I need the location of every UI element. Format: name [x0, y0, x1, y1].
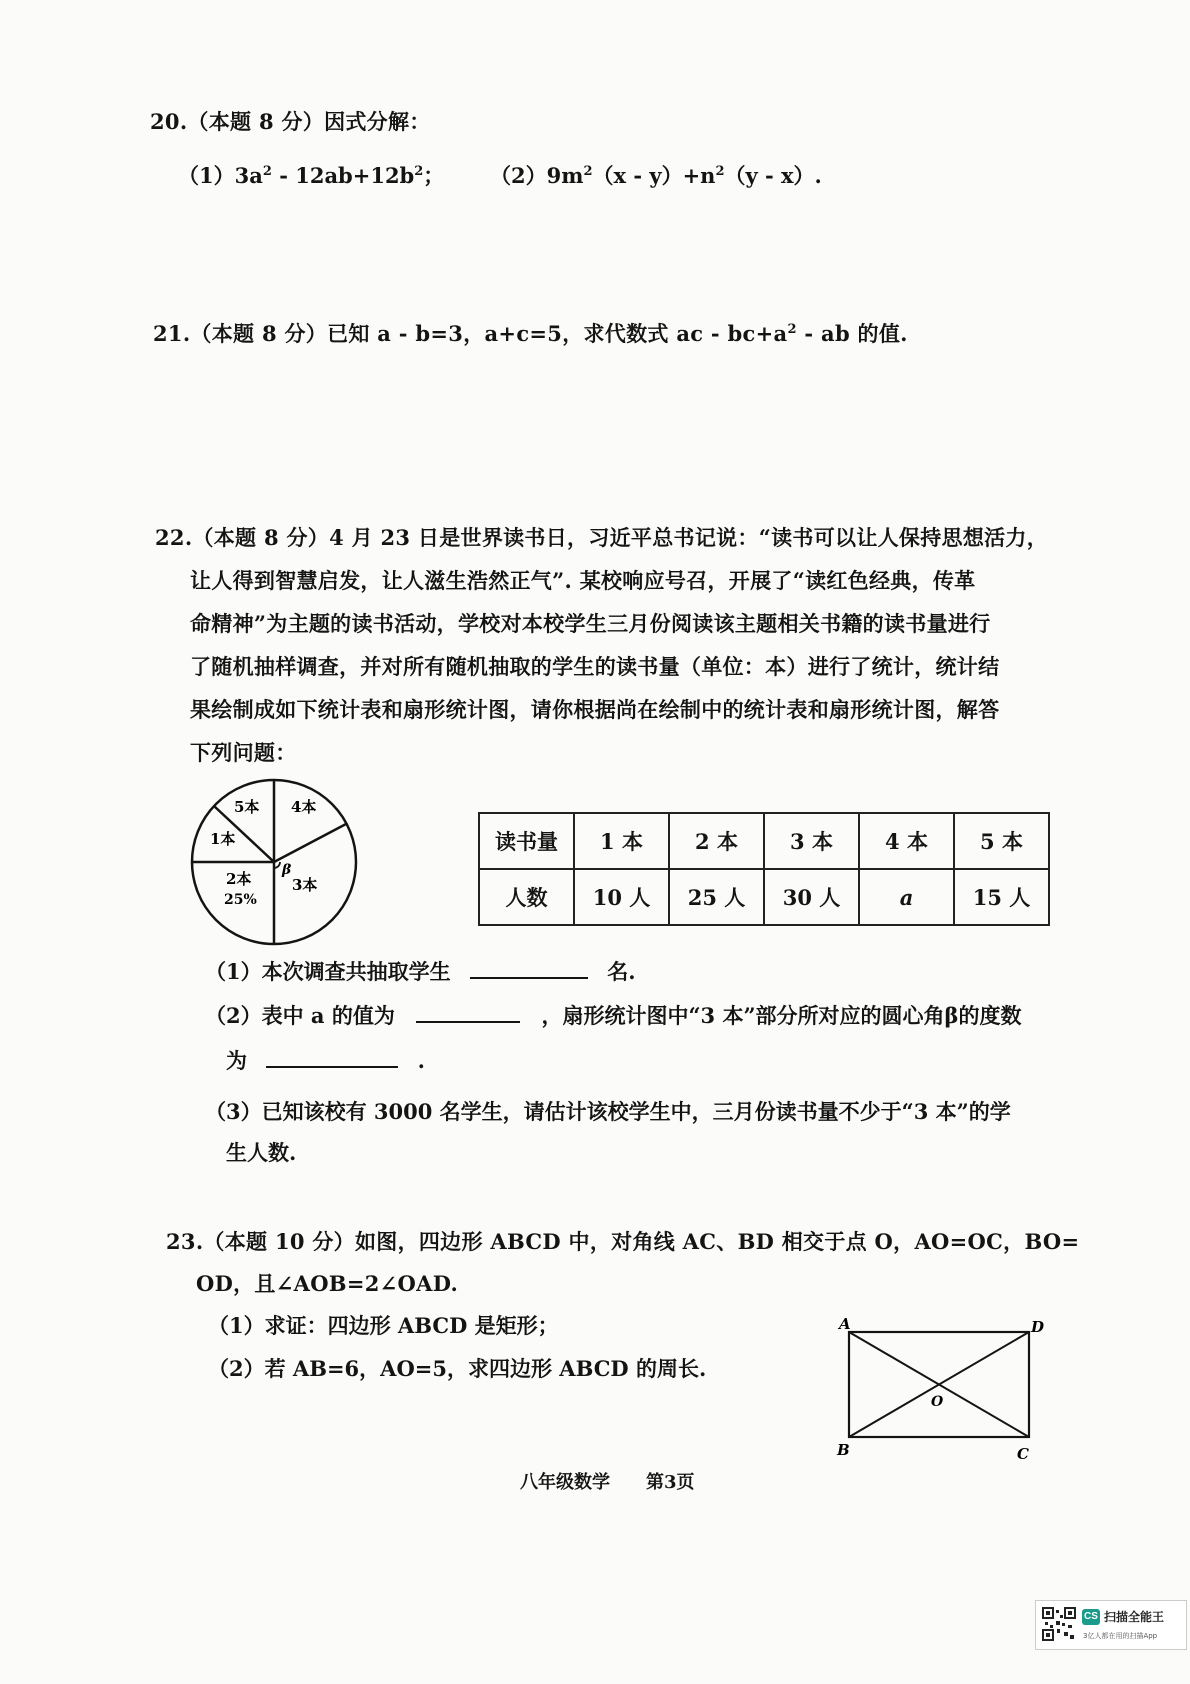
q22-line-6: 下列问题：: [190, 740, 297, 765]
answer-blank-a[interactable]: [416, 1003, 520, 1023]
q23-line-2: OD，且∠AOB=2∠OAD.: [196, 1271, 459, 1296]
center-label-o: O: [931, 1394, 944, 1410]
q22-line-3: 命精神”为主题的读书活动，学校对本校学生三月份阅读该主题相关书籍的读书量进行: [190, 611, 991, 636]
q22-sub2-text-3: 为: [226, 1048, 247, 1073]
q22-line-1: 22.（本题 8 分）4 月 23 日是世界读书日，习近平总书记说：“读书可以让人保持思想活力，: [155, 525, 1049, 550]
q20-part2: [490, 160, 822, 190]
footer-subject: 八年级数学: [520, 1472, 610, 1493]
pie-label-2-percent: 25%: [224, 892, 257, 908]
table-row: [479, 869, 1049, 925]
footer-page: 第3页: [646, 1472, 695, 1493]
q22-sub2-text: （2）表中 a 的值为: [205, 1003, 395, 1028]
table-cell: 1 本: [574, 813, 669, 869]
pie-radius-right: [274, 824, 346, 862]
q22-sub2: [205, 1000, 1022, 1030]
vertex-label-b: B: [837, 1441, 850, 1459]
table-cell: 10 人: [574, 869, 669, 925]
scanner-watermark: [1035, 1600, 1187, 1650]
q22-sub1-unit: 名.: [607, 959, 636, 984]
table-row: [479, 813, 1049, 869]
scanner-tagline: 3亿人都在用的扫描App: [1083, 1632, 1158, 1640]
table-cell: 30 人: [764, 869, 859, 925]
table-cell: 15 人: [954, 869, 1049, 925]
table-cell: 读书量: [479, 813, 574, 869]
pie-label-beta: β: [282, 862, 292, 878]
pie-label-5: 5本: [234, 798, 260, 816]
rectangle-abcd-figure: [835, 1318, 1045, 1468]
q22-sub2-period: .: [417, 1048, 425, 1073]
qr-code-icon: [1042, 1607, 1076, 1641]
q22-line-5: 果绘制成如下统计表和扇形统计图，请你根据尚在绘制中的统计表和扇形统计图，解答: [190, 697, 1000, 722]
table-cell: 人数: [479, 869, 574, 925]
q20-part1-expr: $3a^2 - 12ab+12b^2$；: [234, 163, 445, 188]
table-cell: 3 本: [764, 813, 859, 869]
vertex-label-a: A: [839, 1318, 851, 1333]
table-cell: 5 本: [954, 813, 1049, 869]
q22-line-2: 让人得到智慧启发，让人滋生浩然正气”. 某校响应号召，开展了“读红色经典，传革: [190, 568, 976, 593]
vertex-label-d: D: [1031, 1318, 1045, 1336]
camscanner-logo-icon: CS: [1082, 1609, 1100, 1625]
table-cell: a: [859, 869, 954, 925]
q22-sub2-line2: [226, 1045, 425, 1075]
table-cell: 25 人: [669, 869, 764, 925]
pie-label-3: 3本: [292, 876, 318, 894]
answer-blank-count[interactable]: [470, 959, 588, 979]
q22-line-4: 了随机抽样调查，并对所有随机抽取的学生的读书量（单位：本）进行了统计，统计结: [190, 654, 1000, 679]
q23-sub1: （1）求证：四边形 ABCD 是矩形；: [208, 1313, 559, 1338]
q22-sub1: [205, 956, 636, 986]
table-cell: 2 本: [669, 813, 764, 869]
q20-part2-label: （2）: [490, 163, 547, 188]
q20-part1: [178, 160, 444, 190]
pie-label-1: 1本: [210, 830, 236, 848]
q22-sub2-text-2: ，扇形统计图中“3 本”部分所对应的圆心角β的度数: [541, 1003, 1022, 1028]
vertex-label-c: C: [1017, 1445, 1029, 1463]
q20-stem: 20.（本题 8 分）因式分解：: [150, 109, 431, 134]
answer-blank-beta[interactable]: [266, 1048, 398, 1068]
q21-stem: 21.（本题 8 分）已知 a - b=3，a+c=5，求代数式 ac - $bc+a^2$ - ab 的值.: [153, 321, 908, 346]
q22-sub3-line2: 生人数.: [226, 1140, 297, 1165]
pie-label-2: 2本: [226, 870, 252, 888]
scanner-brand-name: 扫描全能王: [1104, 1610, 1165, 1624]
q20-part2-expr: $9m^2(x - y)+n^2(y - x)$.: [546, 163, 822, 188]
q20-part1-label: （1）: [178, 163, 235, 188]
reading-stat-table: [478, 812, 1050, 926]
q23-sub2: （2）若 AB=6，AO=5，求四边形 ABCD 的周长.: [208, 1356, 707, 1381]
q22-sub3-line1: （3）已知该校有 3000 名学生，请估计该校学生中，三月份读书量不少于“3 本”的学: [205, 1099, 1011, 1124]
pie-chart: [188, 776, 360, 948]
table-cell: 4 本: [859, 813, 954, 869]
q23-line-1: 23.（本题 10 分）如图，四边形 ABCD 中，对角线 AC、BD 相交于点 O，AO=OC，BO=: [166, 1229, 1080, 1254]
q22-sub1-text: （1）本次调查共抽取学生: [205, 959, 451, 984]
pie-label-4: 4本: [291, 798, 317, 816]
